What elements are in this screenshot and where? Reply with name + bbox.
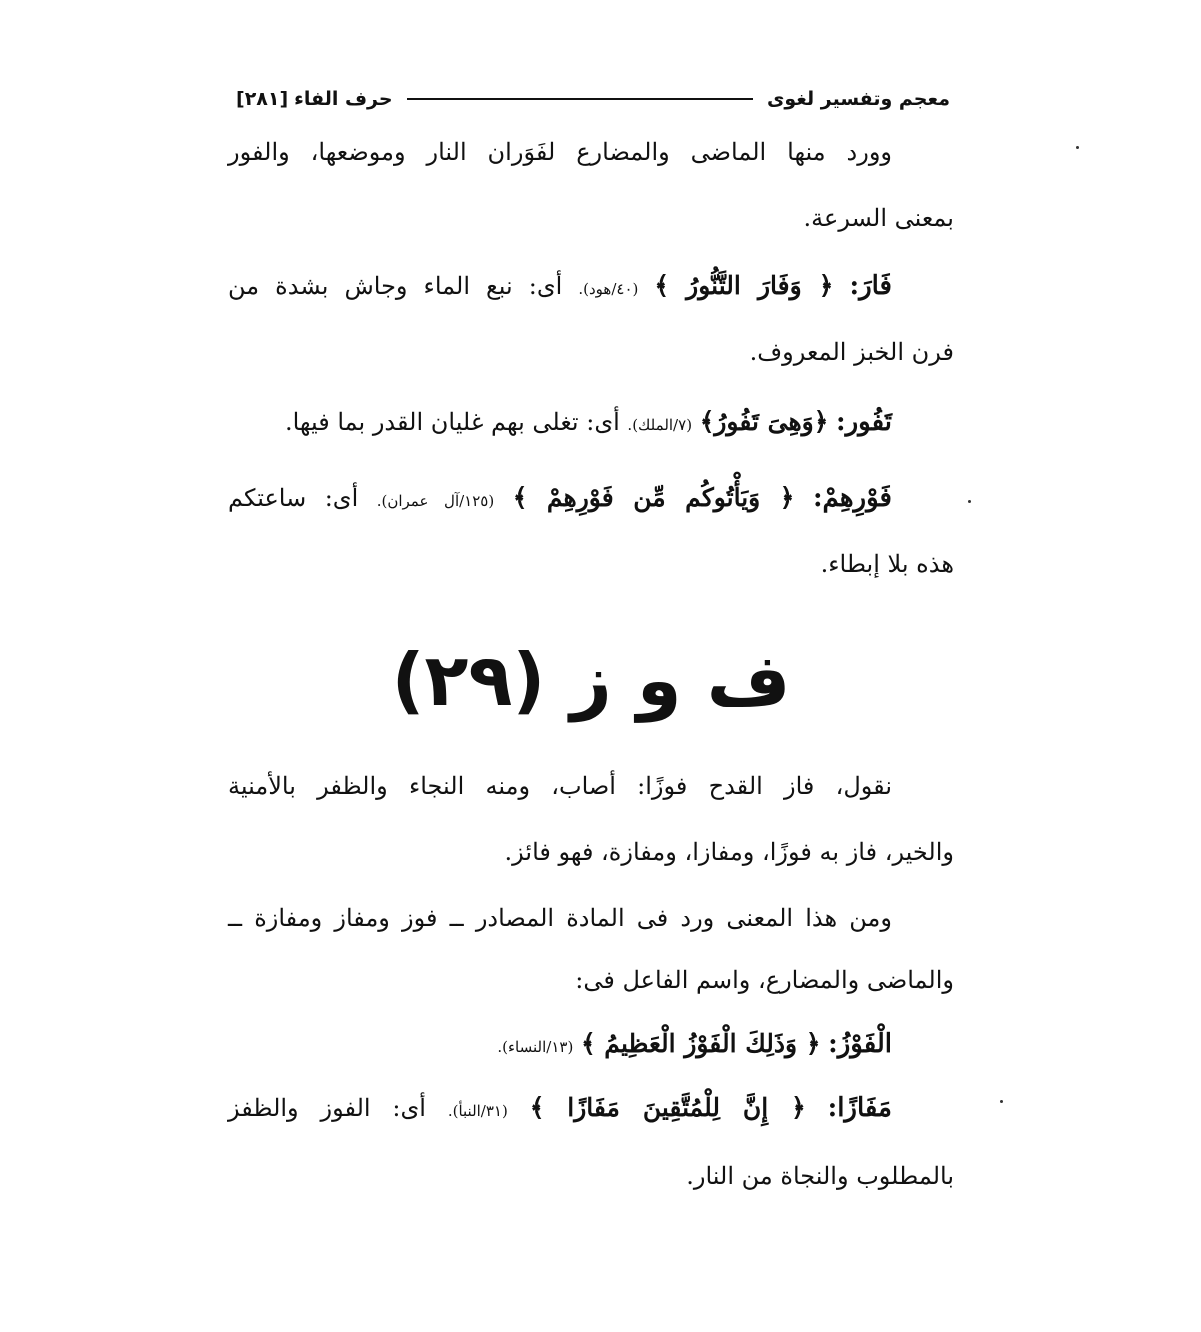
body-line-9: والخير، فاز به فوزًا، ومفازا، ومفازة، فهو فائز. bbox=[504, 838, 954, 866]
chapter-name: حرف الفاء bbox=[294, 88, 393, 110]
running-header bbox=[236, 84, 950, 114]
explanation: أى: ساعتكم bbox=[228, 484, 359, 512]
quran-verse: ﴿ وَيَأْتُوكُم مِّن فَوْرِهِمْ ﴾ bbox=[512, 483, 795, 512]
body-line-2: بمعنى السرعة. bbox=[803, 204, 954, 232]
entry-fawrihim bbox=[228, 478, 954, 518]
quran-verse: ﴿وَهِىَ تَفُورُ﴾ bbox=[699, 407, 829, 436]
body-line-4: فرن الخبز المعروف. bbox=[749, 338, 954, 366]
scan-speck bbox=[1000, 1100, 1003, 1103]
body-line-10: ومن هذا المعنى ورد فى المادة المصادر ــ فوز ومفاز ومفازة ــ bbox=[228, 904, 892, 932]
book-title: معجم وتفسير لغوى bbox=[766, 88, 950, 110]
section-title: ف و ز (٢٩) bbox=[391, 638, 791, 722]
entry-mafaza bbox=[228, 1088, 954, 1128]
scan-speck bbox=[1076, 146, 1079, 149]
headword: تَفُور: bbox=[836, 407, 892, 437]
body-line-11: والماضى والمضارع، واسم الفاعل فى: bbox=[575, 966, 954, 994]
body-line-8: نقول، فاز القدح فوزًا: أصاب، ومنه النجاء والظفر بالأمنية bbox=[228, 772, 892, 800]
verse-reference: (٧/الملك). bbox=[627, 416, 693, 434]
body-line-7: هذه بلا إبطاء. bbox=[820, 550, 954, 578]
explanation: أى: نبع الماء وجاش بشدة من bbox=[228, 272, 563, 300]
quran-verse: ﴿ وَفَارَ التَّنُّورُ ﴾ bbox=[654, 271, 834, 300]
verse-reference: (١٢٥/آل عمران). bbox=[376, 492, 495, 510]
body-line-1: وورد منها الماضى والمضارع لفَوَران النار وموضعها، والفور bbox=[228, 138, 892, 166]
headword: فَارَ: bbox=[849, 271, 892, 301]
quran-verse: ﴿ وَذَلِكَ الْفَوْزُ الْعَظِيمُ ﴾ bbox=[580, 1029, 821, 1058]
scan-speck bbox=[968, 500, 971, 503]
explanation: أى: تغلى بهم غليان القدر بما فيها. bbox=[284, 408, 620, 436]
quran-verse: ﴿ إِنَّ لِلْمُتَّقِينَ مَفَازًا ﴾ bbox=[529, 1093, 806, 1122]
headword: فَوْرِهِمْ: bbox=[812, 483, 892, 513]
entry-far bbox=[228, 266, 954, 306]
verse-reference: (١٣/النساء). bbox=[497, 1038, 574, 1056]
entry-alfawz bbox=[228, 1024, 954, 1064]
header-rule bbox=[407, 98, 753, 100]
entry-tafur bbox=[228, 402, 954, 442]
verse-reference: (٣١/النبأ). bbox=[447, 1102, 508, 1120]
verse-reference: (٤٠/هود). bbox=[578, 280, 639, 298]
explanation: أى: الفوز والظفز bbox=[228, 1094, 426, 1122]
headword: الْفَوْزُ: bbox=[828, 1029, 892, 1059]
page-number: [٢٨١] bbox=[236, 88, 289, 110]
body-line-14: بالمطلوب والنجاة من النار. bbox=[686, 1162, 954, 1190]
headword: مَفَازًا: bbox=[827, 1093, 892, 1123]
